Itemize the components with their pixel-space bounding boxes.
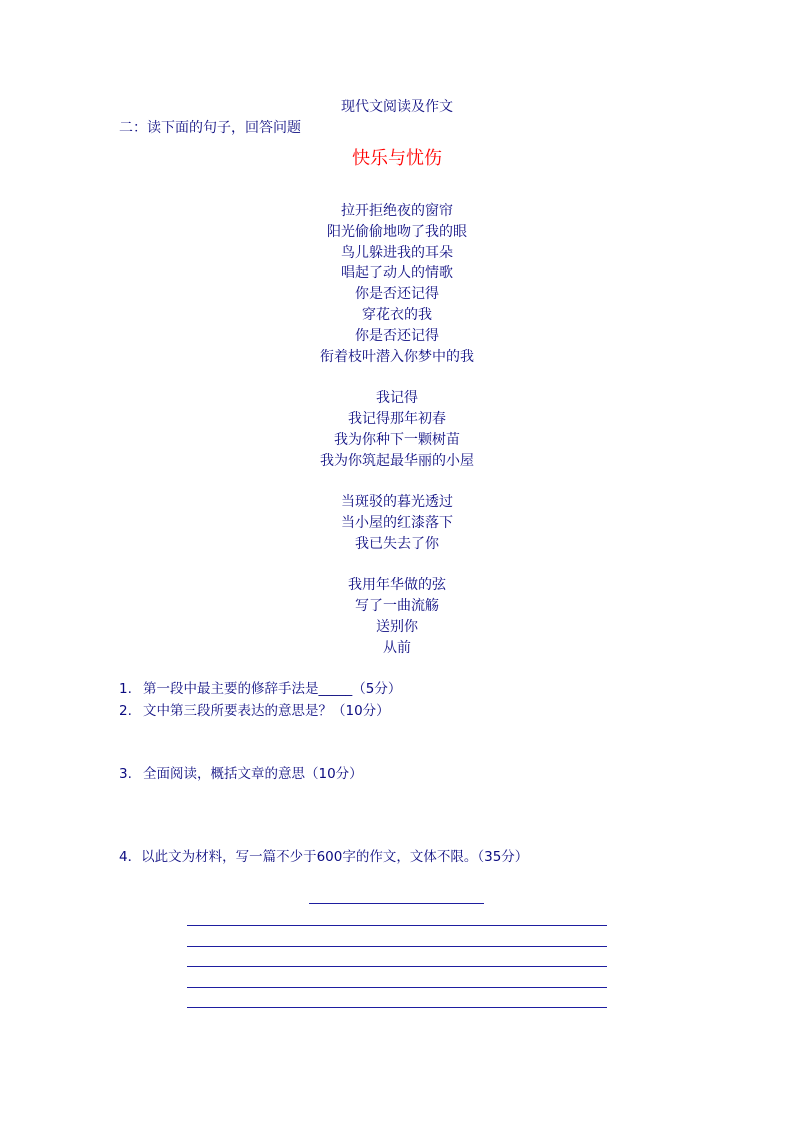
question-1: [119, 680, 401, 698]
poem-stanza-3: [0, 492, 794, 554]
poem: [0, 201, 794, 679]
poem-line: 我为你种下一颗树苗: [334, 431, 460, 448]
poem-line: 衔着枝叶潜入你梦中的我: [320, 348, 474, 365]
poem-line: 当小屋的红漆落下: [341, 514, 453, 531]
poem-title: 快乐与忧伤: [352, 148, 442, 169]
poem-line: 你是否还记得: [355, 327, 439, 344]
poem-line: 我已失去了你: [355, 535, 439, 552]
question-text: 以此文为材料，写一篇不少于600字的作文，文体不限。（35分）: [141, 849, 529, 865]
question-text: 第一段中最主要的修辞手法是_____（5分）: [143, 681, 402, 697]
poem-line: 从前: [383, 639, 411, 656]
poem-line: 送别你: [376, 618, 418, 635]
poem-line: 当斑驳的暮光透过: [341, 494, 453, 511]
poem-line: 鸟儿躲进我的耳朵: [341, 244, 453, 261]
question-4: [119, 848, 528, 866]
question-2: [119, 702, 390, 720]
poem-line: 穿花衣的我: [362, 306, 432, 323]
poem-stanza-2: [0, 388, 794, 471]
poem-line: 拉开拒绝夜的窗帘: [341, 203, 453, 219]
poem-line: 我为你筑起最华丽的小屋: [320, 452, 474, 469]
question-number: 2.: [119, 703, 132, 719]
poem-line: 写了一曲流觞: [355, 598, 439, 615]
poem-line: 我记得: [376, 390, 418, 407]
question-3: [119, 765, 363, 783]
question-number: 3.: [119, 766, 132, 782]
poem-line: 我记得那年初春: [348, 410, 446, 427]
question-number: 1.: [119, 681, 132, 697]
poem-line: 我用年华做的弦: [348, 577, 446, 594]
essay-writing-line[interactable]: [187, 987, 607, 988]
poem-stanza-4: [0, 575, 794, 658]
section-heading: 二：读下面的句子，回答问题: [119, 120, 301, 136]
essay-writing-line[interactable]: [187, 925, 607, 926]
essay-writing-line[interactable]: [187, 1007, 607, 1008]
document-title: 现代文阅读及作文: [341, 99, 453, 115]
question-text: 文中第三段所要表达的意思是？（10分）: [143, 703, 390, 719]
poem-line: 阳光偷偷地吻了我的眼: [327, 223, 467, 240]
poem-line: 你是否还记得: [355, 286, 439, 303]
poem-stanza-1: [0, 201, 794, 367]
question-number: 4．: [119, 849, 142, 865]
essay-title-blank[interactable]: [309, 903, 484, 904]
question-text: 全面阅读，概括文章的意思（10分）: [143, 766, 363, 782]
essay-writing-line[interactable]: [187, 946, 607, 947]
essay-writing-line[interactable]: [187, 966, 607, 967]
poem-line: 唱起了动人的情歌: [341, 265, 453, 282]
